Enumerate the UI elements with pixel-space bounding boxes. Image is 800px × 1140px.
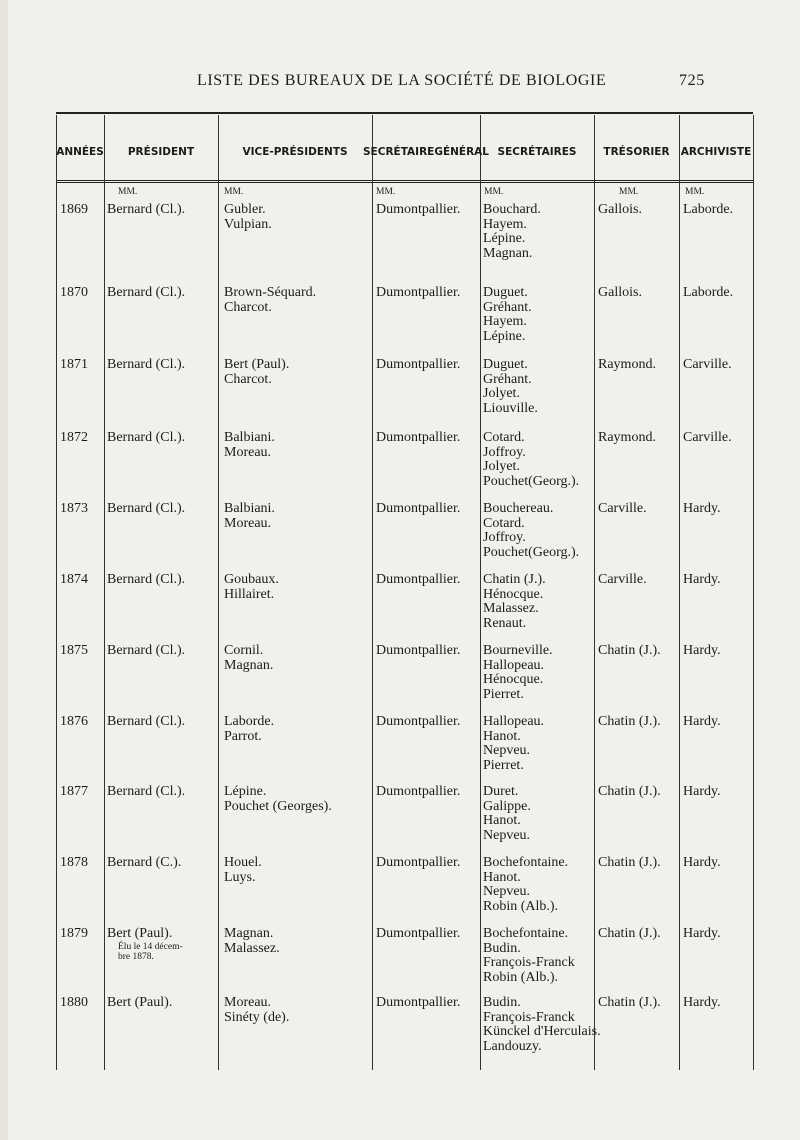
column-header-vice-presidents: VICE-PRÉSIDENTS bbox=[242, 146, 348, 158]
column-divider bbox=[218, 115, 219, 1070]
row-president: Bernard (Cl.). bbox=[107, 714, 186, 729]
page-title: LISTE DES BUREAUX DE LA SOCIÉTÉ DE BIOLOGIE bbox=[197, 72, 607, 89]
row-secretaires bbox=[483, 644, 553, 702]
row-president: Bernard (C.). bbox=[107, 855, 182, 870]
row-secretaires-line: François-Franck bbox=[483, 955, 575, 971]
row-secretaires-line: Landouzy. bbox=[483, 1038, 542, 1054]
row-vice-presidents bbox=[224, 431, 275, 460]
row-secretaire-general: Dumontpallier. bbox=[376, 926, 461, 941]
row-vice-presidents-line: Moreau. bbox=[224, 515, 272, 531]
row-secretaire-general: Dumontpallier. bbox=[376, 501, 461, 516]
mm-label: MM. bbox=[376, 187, 396, 197]
column-header-secretaires: SECRÉTAIRES bbox=[497, 146, 577, 158]
row-secretaires-line: Pierret. bbox=[483, 686, 524, 702]
president-note-line: Élu le 14 décem- bbox=[118, 942, 183, 952]
row-secretaires-line: Hallopeau. bbox=[483, 714, 545, 729]
row-vice-presidents-line: Balbiani. bbox=[224, 430, 275, 445]
row-secretaires-line: Magnan. bbox=[483, 245, 533, 261]
row-vice-presidents bbox=[224, 203, 272, 232]
row-archiviste: Hardy. bbox=[683, 926, 721, 941]
row-secretaires-line: Hallopeau. bbox=[483, 657, 545, 673]
top-rule bbox=[56, 112, 753, 114]
row-secretaires-line: Chatin (J.). bbox=[483, 572, 546, 587]
mm-label: MM. bbox=[619, 187, 639, 197]
row-archiviste: Hardy. bbox=[683, 572, 721, 587]
row-secretaires-line: Duguet. bbox=[483, 357, 528, 372]
page-number: 725 bbox=[679, 72, 705, 89]
row-secretaires-line: Lépine. bbox=[483, 328, 526, 344]
row-tresorier: Gallois. bbox=[598, 285, 642, 300]
row-vice-presidents-line: Vulpian. bbox=[224, 216, 272, 232]
mm-label: MM. bbox=[685, 187, 705, 197]
row-year: 1878 bbox=[60, 855, 88, 870]
row-secretaires bbox=[483, 573, 546, 631]
column-divider bbox=[753, 115, 754, 1070]
mm-label: MM. bbox=[118, 187, 138, 197]
row-vice-presidents bbox=[224, 927, 280, 956]
column-divider bbox=[594, 115, 595, 1070]
row-year: 1880 bbox=[60, 995, 88, 1010]
row-secretaire-general: Dumontpallier. bbox=[376, 202, 461, 217]
row-president: Bernard (Cl.). bbox=[107, 572, 186, 587]
row-vice-presidents-line: Magnan. bbox=[224, 926, 274, 941]
row-secretaires-line: Liouville. bbox=[483, 400, 538, 416]
row-secretaires-line: Jolyet. bbox=[483, 459, 520, 475]
row-secretaires-line: Hénocque. bbox=[483, 586, 544, 602]
president-note bbox=[118, 942, 183, 962]
row-secretaires-line: Hanot. bbox=[483, 813, 521, 829]
row-year: 1879 bbox=[60, 926, 88, 941]
row-secretaires bbox=[483, 996, 601, 1054]
row-vice-presidents bbox=[224, 996, 289, 1025]
row-vice-presidents-line: Moreau. bbox=[224, 995, 272, 1010]
row-archiviste: Carville. bbox=[683, 430, 732, 445]
row-vice-presidents bbox=[224, 358, 289, 387]
row-archiviste: Hardy. bbox=[683, 995, 721, 1010]
row-secretaires bbox=[483, 431, 579, 489]
row-vice-presidents-line: Laborde. bbox=[224, 714, 275, 729]
running-header bbox=[0, 72, 800, 96]
row-secretaires-line: Duret. bbox=[483, 784, 519, 799]
row-secretaire-general: Dumontpallier. bbox=[376, 572, 461, 587]
row-vice-presidents-line: Moreau. bbox=[224, 444, 272, 460]
row-president: Bernard (Cl.). bbox=[107, 357, 186, 372]
row-secretaires-line: Robin (Alb.). bbox=[483, 898, 559, 914]
row-secretaires-line: Joffroy. bbox=[483, 530, 526, 546]
row-year: 1872 bbox=[60, 430, 88, 445]
row-secretaires bbox=[483, 927, 575, 985]
row-secretaires-line: Duguet. bbox=[483, 285, 528, 300]
row-year: 1876 bbox=[60, 714, 88, 729]
row-vice-presidents bbox=[224, 644, 273, 673]
row-secretaires bbox=[483, 203, 541, 261]
column-header-tresorier: TRÉSORIER bbox=[603, 146, 670, 158]
row-secretaires-line: Hanot. bbox=[483, 869, 521, 885]
row-secretaires-line: Künckel d'Herculais. bbox=[483, 1024, 601, 1040]
row-secretaires-line: Cotard. bbox=[483, 515, 525, 531]
row-vice-presidents bbox=[224, 715, 274, 744]
row-secretaires-line: Gréhant. bbox=[483, 371, 532, 387]
bureaux-table bbox=[56, 112, 753, 1070]
column-header-secretaire-general: SECRÉTAIRE GÉNÉRAL bbox=[363, 146, 489, 158]
row-vice-presidents-line: Charcot. bbox=[224, 371, 272, 387]
row-archiviste: Hardy. bbox=[683, 855, 721, 870]
column-header-president: PRÉSIDENT bbox=[127, 146, 195, 158]
column-divider bbox=[56, 115, 57, 1070]
row-secretaires-line: Hayem. bbox=[483, 216, 527, 232]
row-president: Bert (Paul). bbox=[107, 926, 173, 941]
row-secretaires-line: Nepveu. bbox=[483, 884, 531, 900]
row-tresorier: Chatin (J.). bbox=[598, 995, 661, 1010]
mm-label: MM. bbox=[224, 187, 244, 197]
row-archiviste: Laborde. bbox=[683, 202, 734, 217]
row-year: 1874 bbox=[60, 572, 88, 587]
row-vice-presidents-line: Magnan. bbox=[224, 657, 274, 673]
row-secretaire-general: Dumontpallier. bbox=[376, 285, 461, 300]
row-secretaire-general: Dumontpallier. bbox=[376, 357, 461, 372]
row-secretaires-line: Hénocque. bbox=[483, 672, 544, 688]
row-secretaires-line: Bouchard. bbox=[483, 202, 541, 217]
row-secretaires bbox=[483, 286, 532, 344]
row-vice-presidents-line: Balbiani. bbox=[224, 501, 275, 516]
row-secretaire-general: Dumontpallier. bbox=[376, 784, 461, 799]
row-vice-presidents-line: Malassez. bbox=[224, 940, 280, 956]
row-tresorier: Chatin (J.). bbox=[598, 926, 661, 941]
row-vice-presidents-line: Sinéty (de). bbox=[224, 1009, 290, 1025]
row-secretaires bbox=[483, 358, 538, 416]
row-president: Bernard (Cl.). bbox=[107, 430, 186, 445]
row-secretaires-line: Nepveu. bbox=[483, 743, 531, 759]
row-tresorier: Raymond. bbox=[598, 430, 656, 445]
row-year: 1873 bbox=[60, 501, 88, 516]
row-secretaires-line: Bouchereau. bbox=[483, 501, 554, 516]
row-vice-presidents-line: Brown-Séquard. bbox=[224, 285, 317, 300]
row-vice-presidents bbox=[224, 856, 262, 885]
row-secretaires bbox=[483, 715, 544, 773]
row-secretaires-line: Hayem. bbox=[483, 314, 527, 330]
row-secretaires bbox=[483, 785, 531, 843]
row-secretaires-line: Bochefontaine. bbox=[483, 855, 569, 870]
row-tresorier: Chatin (J.). bbox=[598, 855, 661, 870]
row-archiviste: Hardy. bbox=[683, 501, 721, 516]
row-tresorier: Chatin (J.). bbox=[598, 784, 661, 799]
row-year: 1870 bbox=[60, 285, 88, 300]
row-vice-presidents-line: Luys. bbox=[224, 869, 256, 885]
row-secretaires bbox=[483, 502, 579, 560]
column-header-archiviste: ARCHIVISTE bbox=[680, 146, 752, 158]
column-divider bbox=[679, 115, 680, 1070]
row-tresorier: Gallois. bbox=[598, 202, 642, 217]
row-vice-presidents-line: Cornil. bbox=[224, 643, 264, 658]
row-tresorier: Chatin (J.). bbox=[598, 714, 661, 729]
column-divider bbox=[104, 115, 105, 1070]
row-secretaire-general: Dumontpallier. bbox=[376, 855, 461, 870]
row-secretaires-line: Jolyet. bbox=[483, 386, 520, 402]
row-tresorier: Chatin (J.). bbox=[598, 643, 661, 658]
row-president: Bernard (Cl.). bbox=[107, 202, 186, 217]
row-president: Bernard (Cl.). bbox=[107, 501, 186, 516]
column-header-annees: ANNÉES bbox=[56, 146, 104, 158]
row-secretaire-general: Dumontpallier. bbox=[376, 643, 461, 658]
row-secretaires-line: Budin. bbox=[483, 995, 521, 1010]
row-year: 1875 bbox=[60, 643, 88, 658]
row-vice-presidents-line: Pouchet (Georges). bbox=[224, 798, 332, 814]
column-divider bbox=[372, 115, 373, 1070]
row-archiviste: Hardy. bbox=[683, 784, 721, 799]
row-vice-presidents-line: Charcot. bbox=[224, 299, 272, 315]
row-tresorier: Carville. bbox=[598, 501, 647, 516]
row-secretaires-line: Pierret. bbox=[483, 757, 524, 773]
row-secretaires-line: Robin (Alb.). bbox=[483, 969, 559, 985]
row-vice-presidents-line: Parrot. bbox=[224, 728, 262, 744]
row-vice-presidents-line: Hillairet. bbox=[224, 586, 275, 602]
row-archiviste: Hardy. bbox=[683, 643, 721, 658]
row-secretaires bbox=[483, 856, 568, 914]
row-secretaires-line: Pouchet(Georg.). bbox=[483, 544, 580, 560]
row-secretaires-line: Budin. bbox=[483, 940, 521, 956]
row-secretaires-line: Bourneville. bbox=[483, 643, 553, 658]
row-secretaires-line: François-Franck bbox=[483, 1009, 575, 1025]
page-edge bbox=[0, 0, 8, 1140]
row-secretaire-general: Dumontpallier. bbox=[376, 430, 461, 445]
row-secretaires-line: Bochefontaine. bbox=[483, 926, 569, 941]
row-secretaires-line: Nepveu. bbox=[483, 827, 531, 843]
row-vice-presidents-line: Gubler. bbox=[224, 202, 266, 217]
column-divider bbox=[480, 115, 481, 1070]
row-vice-presidents-line: Goubaux. bbox=[224, 572, 279, 587]
row-year: 1871 bbox=[60, 357, 88, 372]
row-vice-presidents-line: Lépine. bbox=[224, 784, 267, 799]
row-secretaires-line: Malassez. bbox=[483, 601, 539, 617]
row-secretaires-line: Lépine. bbox=[483, 231, 526, 247]
row-secretaires-line: Hanot. bbox=[483, 728, 521, 744]
president-note-line: bre 1878. bbox=[118, 952, 154, 962]
row-vice-presidents bbox=[224, 785, 332, 814]
row-tresorier: Carville. bbox=[598, 572, 647, 587]
row-archiviste: Laborde. bbox=[683, 285, 734, 300]
row-secretaire-general: Dumontpallier. bbox=[376, 995, 461, 1010]
row-president: Bernard (Cl.). bbox=[107, 784, 186, 799]
row-secretaires-line: Joffroy. bbox=[483, 444, 526, 460]
row-archiviste: Hardy. bbox=[683, 714, 721, 729]
row-secretaires-line: Gréhant. bbox=[483, 299, 532, 315]
row-tresorier: Raymond. bbox=[598, 357, 656, 372]
row-year: 1869 bbox=[60, 202, 88, 217]
row-vice-presidents-line: Houel. bbox=[224, 855, 262, 870]
row-secretaires-line: Pouchet(Georg.). bbox=[483, 473, 580, 489]
row-vice-presidents-line: Bert (Paul). bbox=[224, 357, 290, 372]
row-president: Bernard (Cl.). bbox=[107, 643, 186, 658]
row-vice-presidents bbox=[224, 286, 316, 315]
row-year: 1877 bbox=[60, 784, 88, 799]
row-president: Bert (Paul). bbox=[107, 995, 173, 1010]
row-vice-presidents bbox=[224, 573, 279, 602]
row-secretaires-line: Cotard. bbox=[483, 430, 525, 445]
row-secretaires-line: Renaut. bbox=[483, 615, 527, 631]
row-secretaire-general: Dumontpallier. bbox=[376, 714, 461, 729]
row-vice-presidents bbox=[224, 502, 275, 531]
row-president: Bernard (Cl.). bbox=[107, 285, 186, 300]
row-secretaires-line: Galippe. bbox=[483, 798, 531, 814]
mm-label: MM. bbox=[484, 187, 504, 197]
row-archiviste: Carville. bbox=[683, 357, 732, 372]
